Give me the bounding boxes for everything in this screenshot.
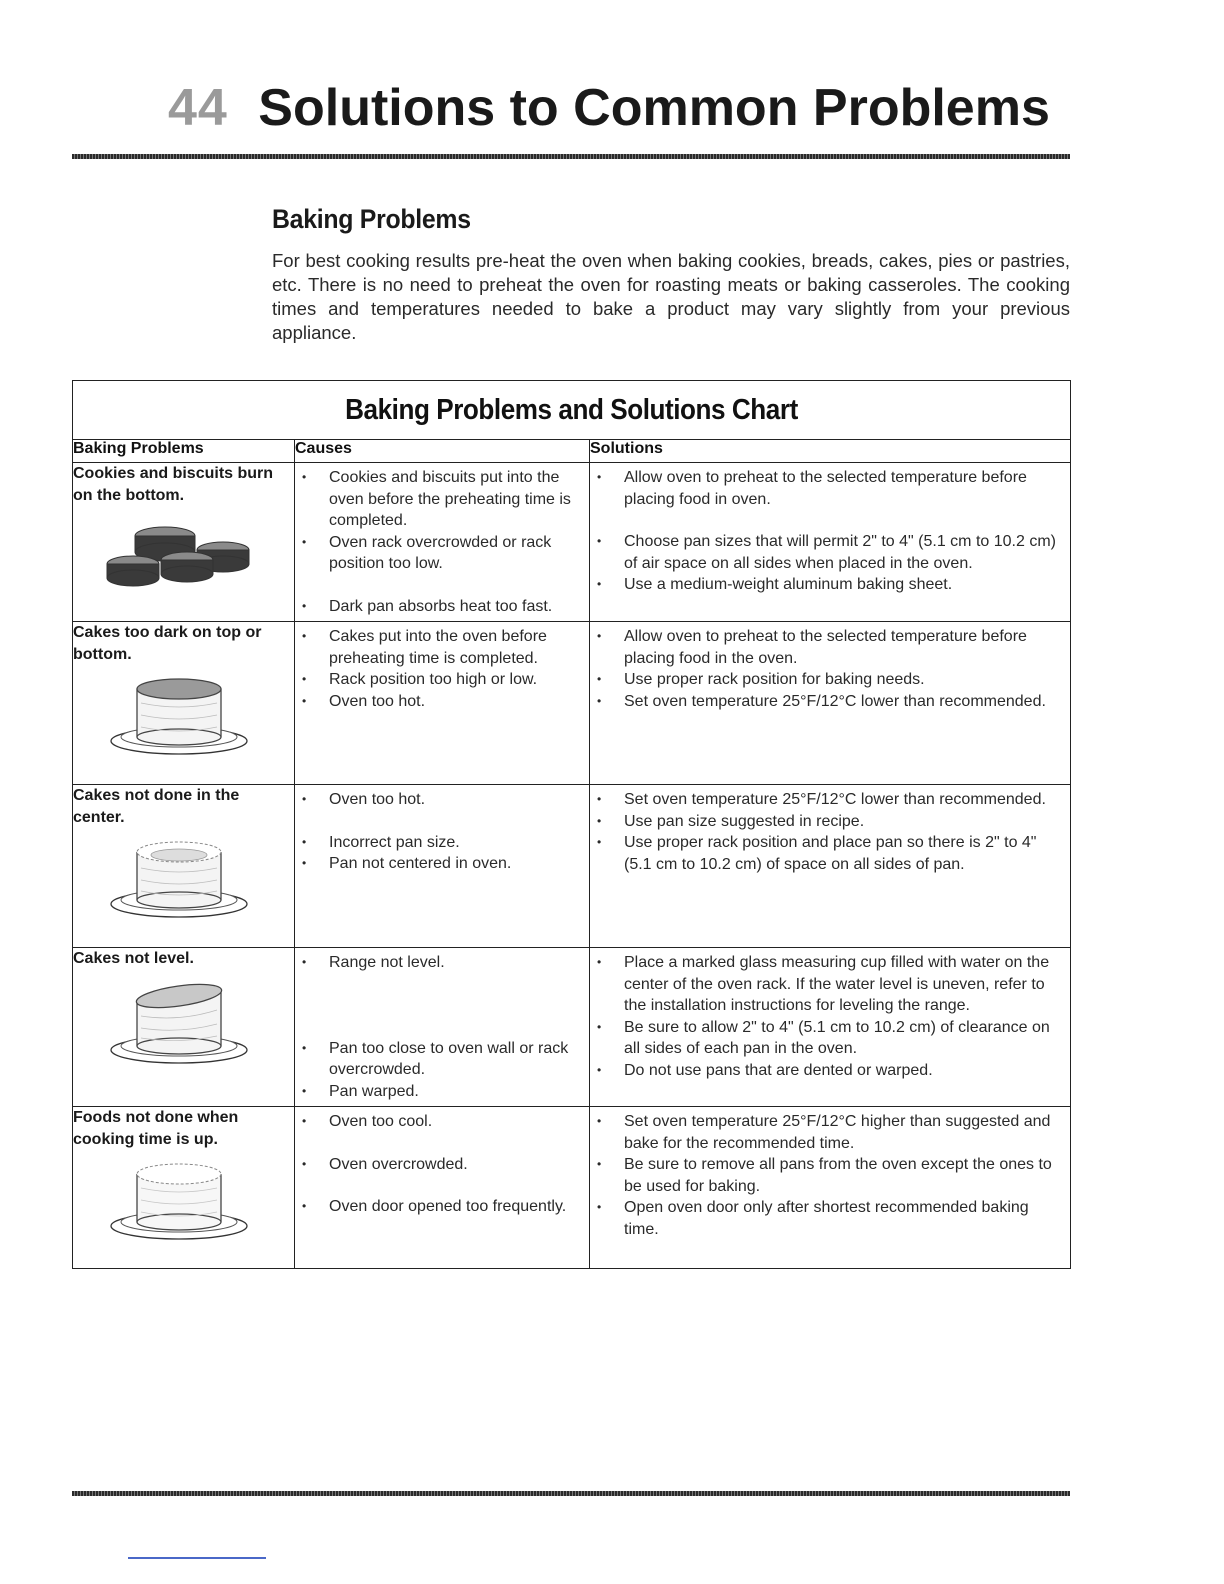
problem-label: Cakes not done in the center. <box>73 787 240 826</box>
cause-item: • Range not level. <box>295 952 581 974</box>
cause-item: • Pan warped. <box>295 1081 581 1103</box>
cause-item: • Oven door opened too frequently. <box>295 1196 581 1218</box>
chart-title: Baking Problems and Solutions Chart <box>73 381 1071 440</box>
cake-dark-top-icon <box>101 675 251 757</box>
cake-underdone-icon <box>101 1160 251 1242</box>
table-row <box>73 1107 1071 1269</box>
problem-label: Foods not done when cooking time is up. <box>73 1109 239 1148</box>
solution-item: • Use proper rack position and place pan so there is 2" to 4" (5.1 cm to 10.2 cm) of space on all sides of pan. <box>590 832 1062 875</box>
solutions-cell <box>590 622 1071 785</box>
solution-item: • Be sure to remove all pans from the oven except the ones to be used for baking. <box>590 1154 1062 1197</box>
cause-item: • Incorrect pan size. <box>295 832 581 854</box>
section-heading: Baking Problems <box>272 204 471 234</box>
solution-item: • Set oven temperature 25°F/12°C lower than recommended. <box>590 691 1062 713</box>
header-rule <box>72 154 1070 159</box>
column-header-row <box>73 440 1071 463</box>
intro-paragraph: For best cooking results pre-heat the oven when baking cookies, breads, cakes, pies or pastries, etc. There is no need to preheat the oven for roasting meats or baking casseroles. The cooking times and temperatures needed to bake a product may vary slightly from your previous appliance. <box>272 250 1070 343</box>
causes-cell <box>295 785 590 948</box>
solution-item: • Set oven temperature 25°F/12°C higher than suggested and bake for the recommended time. <box>590 1111 1062 1154</box>
solution-item: • Choose pan sizes that will permit 2" to 4" (5.1 cm to 10.2 cm) of air space on all sides when placed in the oven. <box>590 531 1062 574</box>
footer-rule <box>72 1491 1070 1496</box>
table-row <box>73 622 1071 785</box>
problem-cell <box>73 948 295 1107</box>
cake-sunken-icon <box>101 838 251 920</box>
cause-item: • Oven too cool. <box>295 1111 581 1133</box>
table-row <box>73 948 1071 1107</box>
solution-item: • Use pan size suggested in recipe. <box>590 811 1062 833</box>
footer-underline <box>128 1557 266 1559</box>
solutions-cell <box>590 785 1071 948</box>
cause-item: • Oven too hot. <box>295 789 581 811</box>
cause-item: • Oven rack overcrowded or rack position too low. <box>295 532 581 575</box>
problem-label: Cookies and biscuits burn on the bottom. <box>73 465 274 504</box>
table-row <box>73 785 1071 948</box>
solution-item: • Allow oven to preheat to the selected temperature before placing food in oven. <box>590 467 1062 510</box>
solution-item: • Place a marked glass measuring cup filled with water on the center of the oven rack. If the water level is uneven, refer to the installation instructions for leveling the range. <box>590 952 1062 1017</box>
cause-item: • Oven too hot. <box>295 691 581 713</box>
solution-item: • Do not use pans that are dented or warped. <box>590 1060 1062 1082</box>
cause-item: • Pan too close to oven wall or rack overcrowded. <box>295 1038 581 1081</box>
page-title: Solutions to Common Problems <box>258 79 1050 137</box>
causes-cell <box>295 622 590 785</box>
problem-cell <box>73 1107 295 1269</box>
causes-cell <box>295 463 590 622</box>
problem-label: Cakes too dark on top or bottom. <box>73 624 262 663</box>
solution-item: • Allow oven to preheat to the selected temperature before placing food in the oven. <box>590 626 1062 669</box>
column-header-problems: Baking Problems <box>73 440 295 463</box>
causes-cell <box>295 1107 590 1269</box>
page-header <box>168 78 1050 138</box>
solution-item: • Set oven temperature 25°F/12°C lower than recommended. <box>590 789 1062 811</box>
cause-item: • Rack position too high or low. <box>295 669 581 691</box>
cause-item: • Cakes put into the oven before preheating time is completed. <box>295 626 581 669</box>
solutions-cell <box>590 1107 1071 1269</box>
solution-item: • Be sure to allow 2" to 4" (5.1 cm to 10.2 cm) of clearance on all sides of each pan in the oven. <box>590 1017 1062 1060</box>
cause-item: • Cookies and biscuits put into the oven before the preheating time is completed. <box>295 467 581 532</box>
causes-cell <box>295 948 590 1107</box>
problem-label: Cakes not level. <box>73 950 194 967</box>
solution-item: • Open oven door only after shortest recommended baking time. <box>590 1197 1062 1240</box>
cake-tilted-icon <box>101 980 251 1066</box>
cookies-icon <box>101 516 251 596</box>
cause-item: • Oven overcrowded. <box>295 1154 581 1176</box>
column-header-solutions: Solutions <box>590 440 1071 463</box>
column-header-causes: Causes <box>295 440 590 463</box>
problem-cell <box>73 622 295 785</box>
problem-cell <box>73 785 295 948</box>
solution-item: • Use a medium-weight aluminum baking sheet. <box>590 574 1062 596</box>
solutions-cell <box>590 463 1071 622</box>
baking-problems-chart <box>72 380 1071 1269</box>
table-row <box>73 463 1071 622</box>
solution-item: • Use proper rack position for baking needs. <box>590 669 1062 691</box>
problem-cell <box>73 463 295 622</box>
cause-item: • Dark pan absorbs heat too fast. <box>295 596 581 618</box>
cause-item: • Pan not centered in oven. <box>295 853 581 875</box>
page-number: 44 <box>168 79 228 137</box>
solutions-cell <box>590 948 1071 1107</box>
